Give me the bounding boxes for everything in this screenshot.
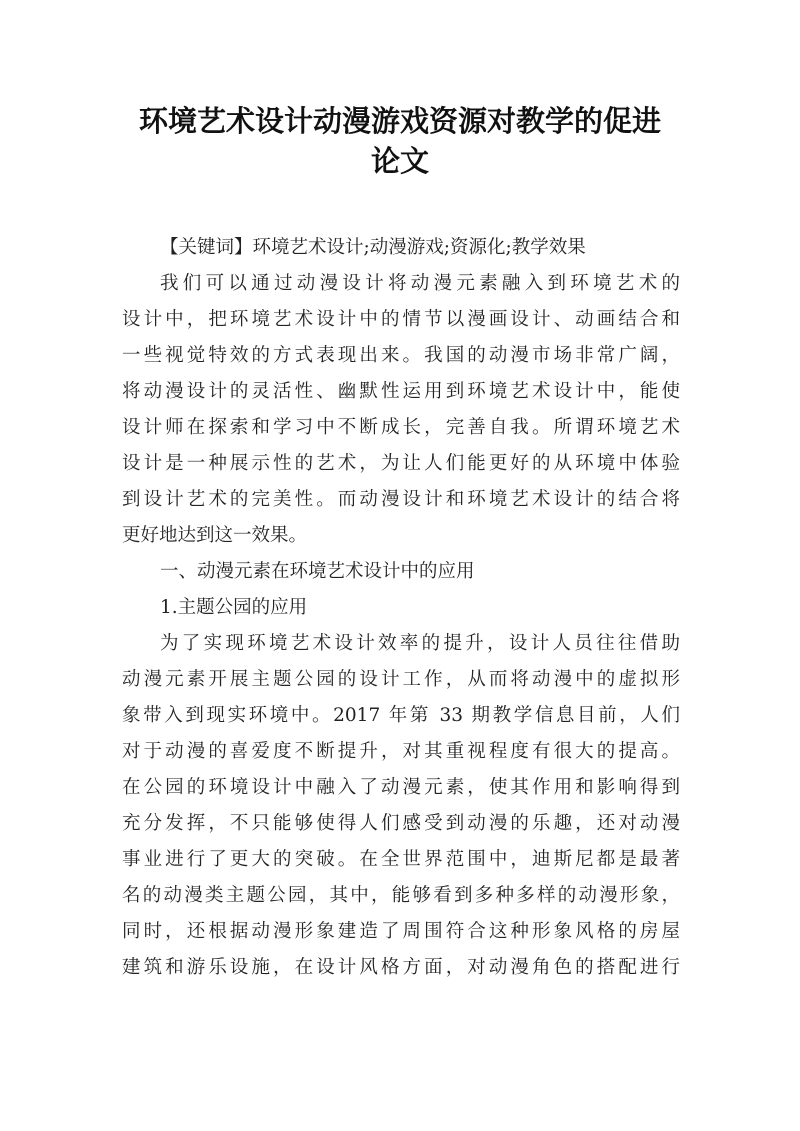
paragraph-line: 设计师在探索和学习中不断成长，完善自我。所谓环境艺术 (122, 417, 680, 438)
subsection-heading: 1.主题公园的应用 (160, 597, 308, 618)
paragraph-line: 设计中，把环境艺术设计中的情节以漫画设计、动画结合和 (122, 309, 680, 330)
document-body (122, 230, 680, 986)
document-title-line-2: 论文 (370, 144, 429, 178)
paragraph-line: 到设计艺术的完美性。而动漫设计和环境艺术设计的结合将 (122, 489, 680, 510)
paragraph-line: 更好地达到这一效果。 (122, 525, 308, 546)
paragraph-line: 建筑和游乐设施，在设计风格方面，对动漫角色的搭配进行 (122, 957, 680, 978)
paragraph-line: 设计是一种展示性的艺术，为让人们能更好的从环境中体验 (122, 453, 680, 474)
paragraph-line: 一些视觉特效的方式表现出来。我国的动漫市场非常广阔， (122, 345, 680, 366)
paragraph-line: 事业进行了更大的突破。在全世界范围中，迪斯尼都是最著 (122, 849, 680, 870)
section-heading: 一、动漫元素在环境艺术设计中的应用 (160, 561, 475, 582)
paragraph-line: 对于动漫的喜爱度不断提升，对其重视程度有很大的提高。 (122, 741, 680, 762)
paragraph-line: 动漫元素开展主题公园的设计工作，从而将动漫中的虚拟形 (122, 669, 680, 690)
paragraph-line: 同时，还根据动漫形象建造了周围符合这种形象风格的房屋 (122, 921, 680, 942)
paragraph-line: 充分发挥，不只能够使得人们感受到动漫的乐趣，还对动漫 (122, 813, 680, 834)
paragraph-line: 名的动漫类主题公园，其中，能够看到多种多样的动漫形象， (122, 885, 680, 906)
paragraph-line: 我们可以通过动漫设计将动漫元素融入到环境艺术的 (160, 273, 680, 294)
paragraph-line: 为了实现环境艺术设计效率的提升，设计人员往往借助 (160, 633, 680, 654)
document-title-line-1: 环境艺术设计动漫游戏资源对教学的促进 (138, 104, 661, 138)
keywords-line: 【关键词】环境艺术设计;动漫游戏;资源化;教学效果 (160, 237, 586, 258)
paragraph-line: 在公园的环境设计中融入了动漫元素，使其作用和影响得到 (122, 777, 680, 798)
paragraph-line: 象带入到现实环境中。2017 年第 33 期教学信息目前，人们 (122, 705, 680, 726)
paragraph-line: 将动漫设计的灵活性、幽默性运用到环境艺术设计中，能使 (122, 381, 680, 402)
